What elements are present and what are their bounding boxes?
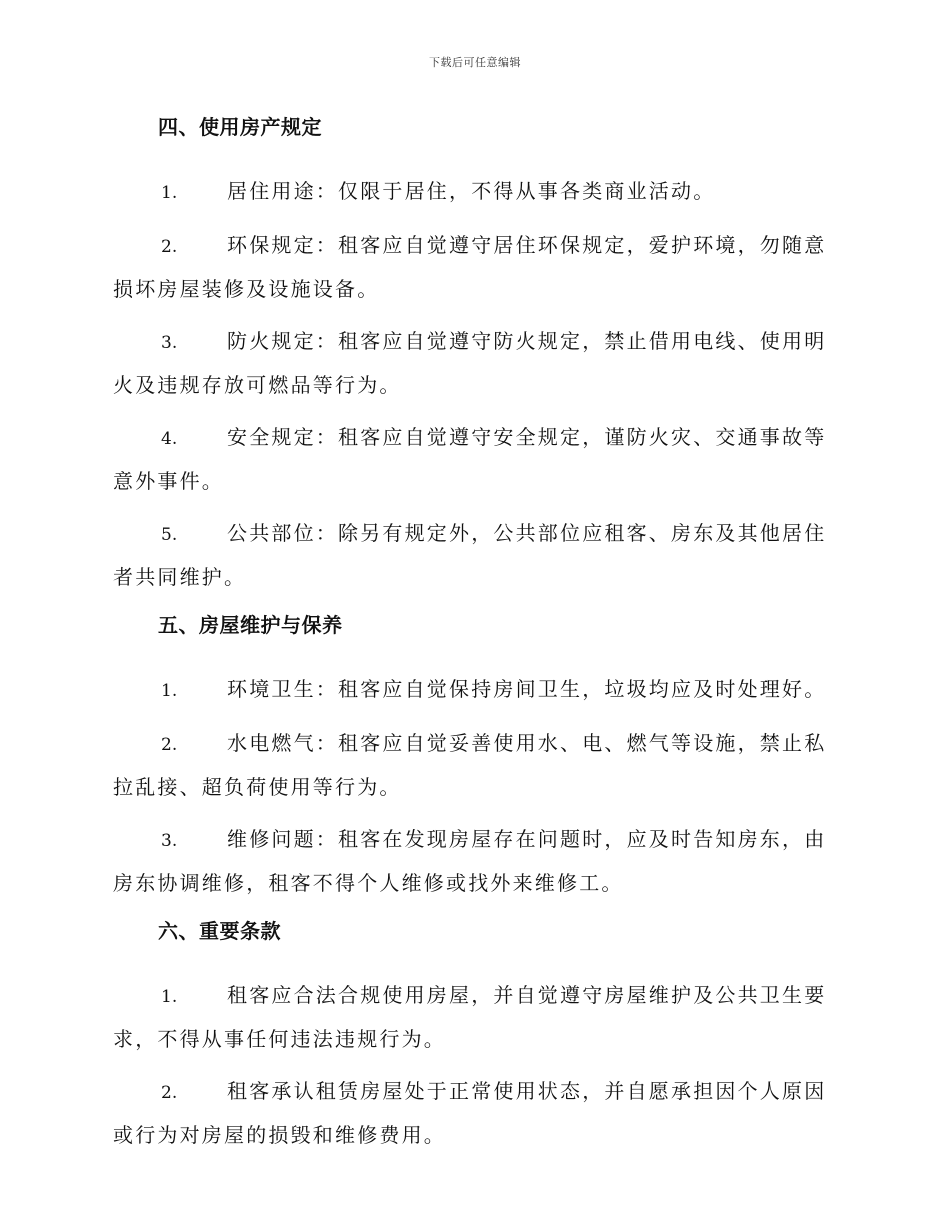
clause-item xyxy=(113,722,833,808)
clause-text: 租客应合法合规使用房屋，并自觉遵守房屋维护及公共卫生要求，不得从事任何违法违规行为。 xyxy=(113,983,827,1051)
clause-number: 5. xyxy=(161,525,178,545)
clause-number: 1. xyxy=(161,681,178,701)
clause-text: 居住用途：仅限于居住，不得从事各类商业活动。 xyxy=(227,179,716,203)
clause-number: 1. xyxy=(161,183,178,203)
clause-item xyxy=(113,170,833,214)
clause-item xyxy=(113,320,833,406)
clause-item xyxy=(113,512,833,598)
clause-text: 安全规定：租客应自觉遵守安全规定，谨防火灾、交通事故等意外事件。 xyxy=(113,425,827,493)
clause-item xyxy=(113,1070,833,1156)
section-important-terms xyxy=(113,914,833,1156)
clause-number: 4. xyxy=(161,429,178,449)
clause-number: 1. xyxy=(161,987,178,1007)
header-note: 下载后可任意编辑 xyxy=(429,56,521,69)
section-heading: 五、房屋维护与保养 xyxy=(158,613,343,637)
clause-text: 租客承认租赁房屋处于正常使用状态，并自愿承担因个人原因或行为对房屋的损毁和维修费用。 xyxy=(113,1079,827,1147)
section-usage-rules xyxy=(113,110,833,598)
clause-text: 防火规定：租客应自觉遵守防火规定，禁止借用电线、使用明火及违规存放可燃品等行为。 xyxy=(113,329,827,397)
clause-number: 2. xyxy=(161,237,178,257)
clause-item xyxy=(113,416,833,502)
clause-number: 2. xyxy=(161,735,178,755)
clause-number: 3. xyxy=(161,333,178,353)
clause-item xyxy=(113,668,833,712)
section-heading: 四、使用房产规定 xyxy=(158,115,322,139)
clause-text: 公共部位：除另有规定外，公共部位应租客、房东及其他居住者共同维护。 xyxy=(113,521,827,589)
section-heading: 六、重要条款 xyxy=(158,919,281,943)
clause-text: 水电燃气：租客应自觉妥善使用水、电、燃气等设施，禁止私拉乱接、超负荷使用等行为。 xyxy=(113,731,827,799)
clause-text: 维修问题：租客在发现房屋存在问题时，应及时告知房东，由房东协调维修，租客不得个人维修或找外来维修工。 xyxy=(113,827,827,895)
section-maintenance xyxy=(113,608,833,904)
clause-number: 3. xyxy=(161,831,178,851)
clause-number: 2. xyxy=(161,1083,178,1103)
clause-item xyxy=(113,974,833,1060)
clause-item xyxy=(113,818,833,904)
clause-item xyxy=(113,224,833,310)
clause-text: 环境卫生：租客应自觉保持房间卫生，垃圾均应及时处理好。 xyxy=(227,677,827,701)
document-body xyxy=(113,110,833,1166)
clause-text: 环保规定：租客应自觉遵守居住环保规定，爱护环境，勿随意损坏房屋装修及设施设备。 xyxy=(113,233,827,301)
